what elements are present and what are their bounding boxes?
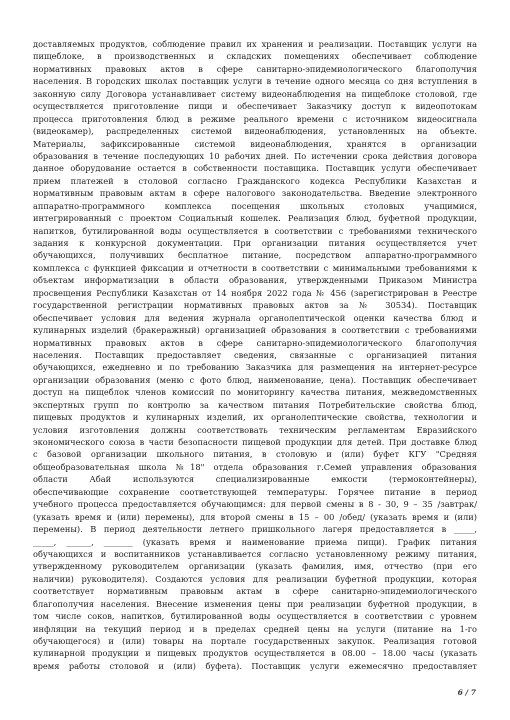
text-line: благополучия населения. Внесение изменения цены при реализации буфетной продукции, в [33,598,477,609]
text-line: обучающихся и воспитанников устанавливается согласно установленному режиму питания, [33,548,477,559]
text-line: доставляемых продуктов, соблюдение правил их хранения и реализации. Поставщик услуги на [33,39,477,49]
text-line: напитков, бутилированной воды осуществляется в соответствии с требованиями технического [33,225,477,236]
text-line: перемены). В период деятельности летнего пришкольного лагеря предоставляется в _____, [33,524,477,535]
text-line: обучающихся, получивших бесплатное питание, посредством аппаратно-программного [33,250,477,261]
text-line: нормативным правовым актам в сфере налогового законодательства. Введение электронного [33,188,477,199]
text-line: нормативных правовых актов в сфере санитарно-эпидемиологического благополучия [33,337,477,348]
text-line: области Абай используются специализированные емкости (термоконтейнеры), [33,474,477,485]
page-number: 6 / 7 [457,688,476,697]
text-line: населения. Поставщик предоставляет сведения, связанные с организацией питания [33,349,477,360]
text-line: учебного процесса предоставляется обучающимся: для первой смены в 8 - 30, 9 – 35 /завтрак/ [33,499,477,510]
text-line: экономического союза в части безопасности пищевой продукции для детей. При доставке блюд [33,437,477,447]
text-line: с базовой организации школьного питания, в столовую и (или) буфет КГУ "Средняя [33,449,477,460]
text-line: условия изготовления должны соответствовать техническим регламентам Евразийского [33,424,477,435]
text-line: Материалы, зафиксированные системой видеонаблюдения, хранятся в организации [33,138,477,149]
text-line: инфляции на текущий период и в пределах средней цены на услуги (питание на 1-го [33,623,477,634]
text-line: пищевых продуктов и кулинарных изделий, их органолептические свойства, технологии и [33,412,477,423]
text-line: просвещения Республики Казахстан от 14 ноября 2022 года № 456 (зарегистрирован в Реестре [33,287,477,298]
text-line: данное оборудование остается в собственности поставщика. Поставщик услуги обеспечивает [33,163,477,174]
body-text [33,38,477,672]
text-line: (указать время и (или) перемены), для второй смены в 15 – 00 /обед/ (указать время и (или) [33,511,477,522]
text-line: интегрированный с проектом Социальный кошелек. Реализация блюд, буфетной продукции, [33,213,477,224]
text-line: утвержденному руководителем организации (указать фамилия, имя, отчество (при его [33,561,477,572]
text-line: задания к конкурсной документации. При организации питания осуществляется учет [33,238,477,248]
text-line: обучающегося) и (или) товары на портале государственных закупок. Реализация готовой [33,636,477,646]
text-line: организации образования (меню с фото блюд, наименование, цена). Поставщик обеспечивает [33,374,477,385]
text-line: пищеблоке, в производственных и складских помещениях обеспечивает соблюдение [33,51,477,62]
text-line: кулинарных изделий (бракеражный) организацией образования в соответствии с требованиями [33,325,477,336]
text-line: соответствует нормативным правовым актам в сфере санитарно-эпидемиологического [33,586,477,597]
text-line: общеобразовательная школа №18" отдела образования г.Семей управления образования [33,461,477,472]
text-line: том числе соков, напитков, бутилированной воды осуществляется в соответствии с уровнем [33,611,477,622]
text-line: законную силу Договора устанавливает систему видеонаблюдения на пищеблоке столовой, где [33,88,477,99]
text-line: аппаратно-программного комплекса посещения школьных столовых учащимися, [33,200,477,211]
text-line: комплекса с функцией фиксации и отчетности в соответствии с минимальными требованиями к [33,262,477,273]
text-line: прием платежей в столовой согласно Гражданского кодекса Республики Казахстан и [33,175,477,186]
text-line: обучающихся, ежедневно и по требованию Заказчика для размещения на интернет-ресурсе [33,362,477,373]
text-line: кулинарной продукции и пищевых продуктов осуществляется в 08.00 – 18.00 часы (указать [33,648,477,659]
text-line: нормативных правовых актов в сфере санитарно-эпидемиологического благополучия [33,63,477,74]
text-line: государственной регистрации нормативных правовых актов за № 30534). Поставщик [33,300,477,311]
text-line: населения. В городских школах поставщик услуги в течение одного месяца со дня вступления в [33,76,477,87]
text-line: процесса приготовления блюд в режиме реального времени с источником видеосигнала [33,113,477,124]
text-line: (видеокамер), распределенных системой видеонаблюдения, установленных на объекте. [33,126,477,137]
text-line: обеспечивает условия для ведения журнала органолептической оценки качества блюд и [33,312,477,323]
text-line: объектам информатизации в области образования, утвержденными Приказом Министра [33,275,477,286]
text-line: экспертных групп по контролю за качеством питания Потребительские свойства блюд, [33,399,477,410]
text-line: наличии) руководителя). Создаются условия для реализации буфетной продукции, которая [33,573,477,584]
text-line: обеспечивающие сохранение соответствующей температуры. Горячее питание в период [33,486,477,497]
text-line: время работы столовой и (или) буфета). Поставщик услуги ежемесячно предоставляет [33,660,477,671]
text-line: доступ на пищеблок членов комиссий по мониторингу качества питания, межведомственных [33,387,477,398]
text-line: _____, ______, _______ (указать время и наименование приема пищи). График питания [33,536,477,547]
text-line: осуществляется приготовление пищи и обеспечивает Заказчику доступ к видеопотокам [33,101,477,112]
text-line: образования в течение последующих 10 рабочих дней. По истечении срока действия договора [33,150,477,161]
